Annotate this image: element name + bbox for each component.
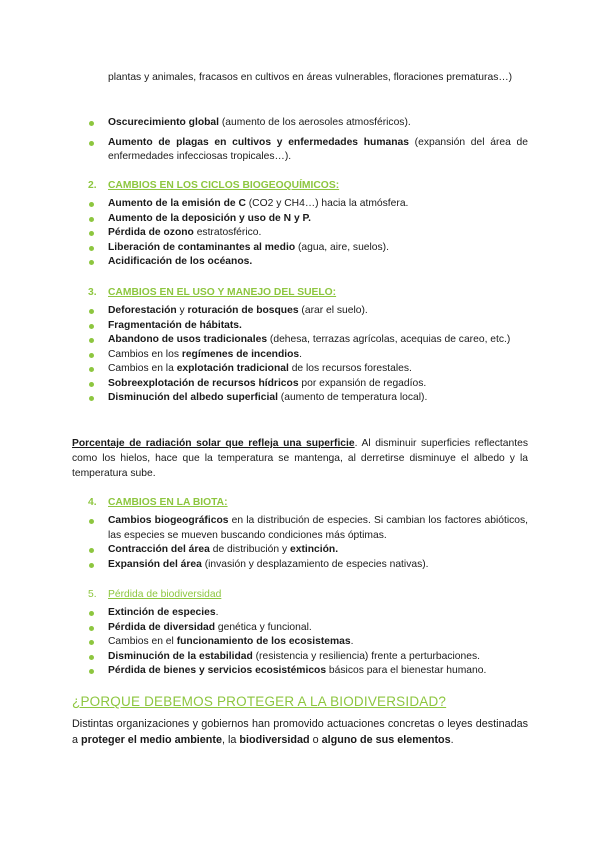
list-item: Disminución del albedo superficial (aumento de temperatura local). (88, 391, 528, 406)
list-item: Cambios biogeográficos en la distribución de especies. Si cambian los factores abióticos, las especies se mueven buscando condiciones más óptimas. (88, 514, 528, 543)
list-item: Disminución de la estabilidad (resistencia y resiliencia) frente a perturbaciones. (88, 650, 528, 665)
list-item: Abandono de usos tradicionales (dehesa, terrazas agrícolas, acequias de careo, etc.) (88, 333, 528, 348)
bullet-icon (89, 655, 94, 660)
bullet-icon (89, 519, 94, 524)
bullet-icon (89, 382, 94, 387)
list-item: Contracción del área de distribución y extinción. (88, 543, 528, 558)
final-paragraph: Distintas organizaciones y gobiernos han promovido actuaciones concretas o leyes destinadas a proteger el medio ambiente, la biodiversidad o alguno de sus elementos. (72, 718, 528, 746)
list-item: Deforestación y roturación de bosques (arar el suelo). (88, 304, 528, 319)
list-item: Cambios en los regímenes de incendios. (88, 348, 528, 363)
list-item: Expansión del área (invasión y desplazamiento de especies nativas). (88, 558, 528, 573)
bullet-icon (89, 563, 94, 568)
list-item: Aumento de la deposición y uso de N y P. (88, 212, 528, 227)
bullet-icon (89, 217, 94, 222)
bullet-icon (89, 202, 94, 207)
bullet-icon (89, 353, 94, 358)
bullet-icon (89, 231, 94, 236)
list-item: Aumento de plagas en cultivos y enfermedades humanas (expansión del área de enfermedades infecciosas tropicales…). (88, 136, 528, 165)
list-consequences (88, 116, 528, 165)
bullet-icon (89, 246, 94, 251)
section-heading-4: 4. CAMBIOS EN LA BIOTA: (88, 497, 228, 508)
list-item: Oscurecimiento global (aumento de los aerosoles atmosféricos). (88, 116, 528, 131)
albedo-term: Porcentaje de radiación solar que refleja una superficie (72, 438, 355, 449)
list-item: Cambios en el funcionamiento de los ecosistemas. (88, 635, 528, 650)
list-item: Acidificación de los océanos. (88, 255, 528, 270)
bullet-icon (89, 548, 94, 553)
list-item: Aumento de la emisión de C (CO2 y CH4…) hacia la atmósfera. (88, 197, 528, 212)
section-heading-2: 2. CAMBIOS EN LOS CICLOS BIOGEOQUÍMICOS: (88, 180, 340, 191)
bullet-icon (89, 324, 94, 329)
bullet-icon (89, 396, 94, 401)
list-biota (88, 514, 528, 572)
list-item: Extinción de especies. (88, 606, 528, 621)
bullet-icon (89, 260, 94, 265)
bullet-icon (89, 367, 94, 372)
list-biogeochemical (88, 197, 528, 270)
intro-continuation: plantas y animales, fracasos en cultivos en áreas vulnerables, floraciones prematuras…) (108, 72, 513, 83)
list-item: Fragmentación de hábitats. (88, 319, 528, 334)
list-item: Cambios en la explotación tradicional de los recursos forestales. (88, 362, 528, 377)
section-heading-5: 5. Pérdida de biodiversidad (88, 589, 222, 600)
list-item: Liberación de contaminantes al medio (agua, aire, suelos). (88, 241, 528, 256)
list-land-use (88, 304, 528, 406)
bullet-icon (89, 626, 94, 631)
question-heading: ¿PORQUE DEBEMOS PROTEGER A LA BIODIVERSIDAD? (72, 694, 447, 709)
list-biodiversity-loss (88, 606, 528, 679)
bullet-icon (89, 309, 94, 314)
list-item: Pérdida de ozono estratosférico. (88, 226, 528, 241)
bullet-icon (89, 141, 94, 146)
bullet-icon (89, 611, 94, 616)
list-item: Pérdida de bienes y servicios ecosistémicos básicos para el bienestar humano. (88, 664, 528, 679)
bullet-icon (89, 640, 94, 645)
albedo-paragraph: Porcentaje de radiación solar que refleja una superficie. Al disminuir superficies reflectantes como los hielos, hace que la temperatura se mantenga, al derretirse disminuye el albedo y la temperatura sube. (72, 438, 528, 479)
list-item: Sobreexplotación de recursos hídricos por expansión de regadíos. (88, 377, 528, 392)
bullet-icon (89, 338, 94, 343)
bullet-icon (89, 669, 94, 674)
section-heading-3: 3. CAMBIOS EN EL USO Y MANEJO DEL SUELO: (88, 287, 337, 298)
bullet-icon (89, 121, 94, 126)
list-item: Pérdida de diversidad genética y funcional. (88, 621, 528, 636)
